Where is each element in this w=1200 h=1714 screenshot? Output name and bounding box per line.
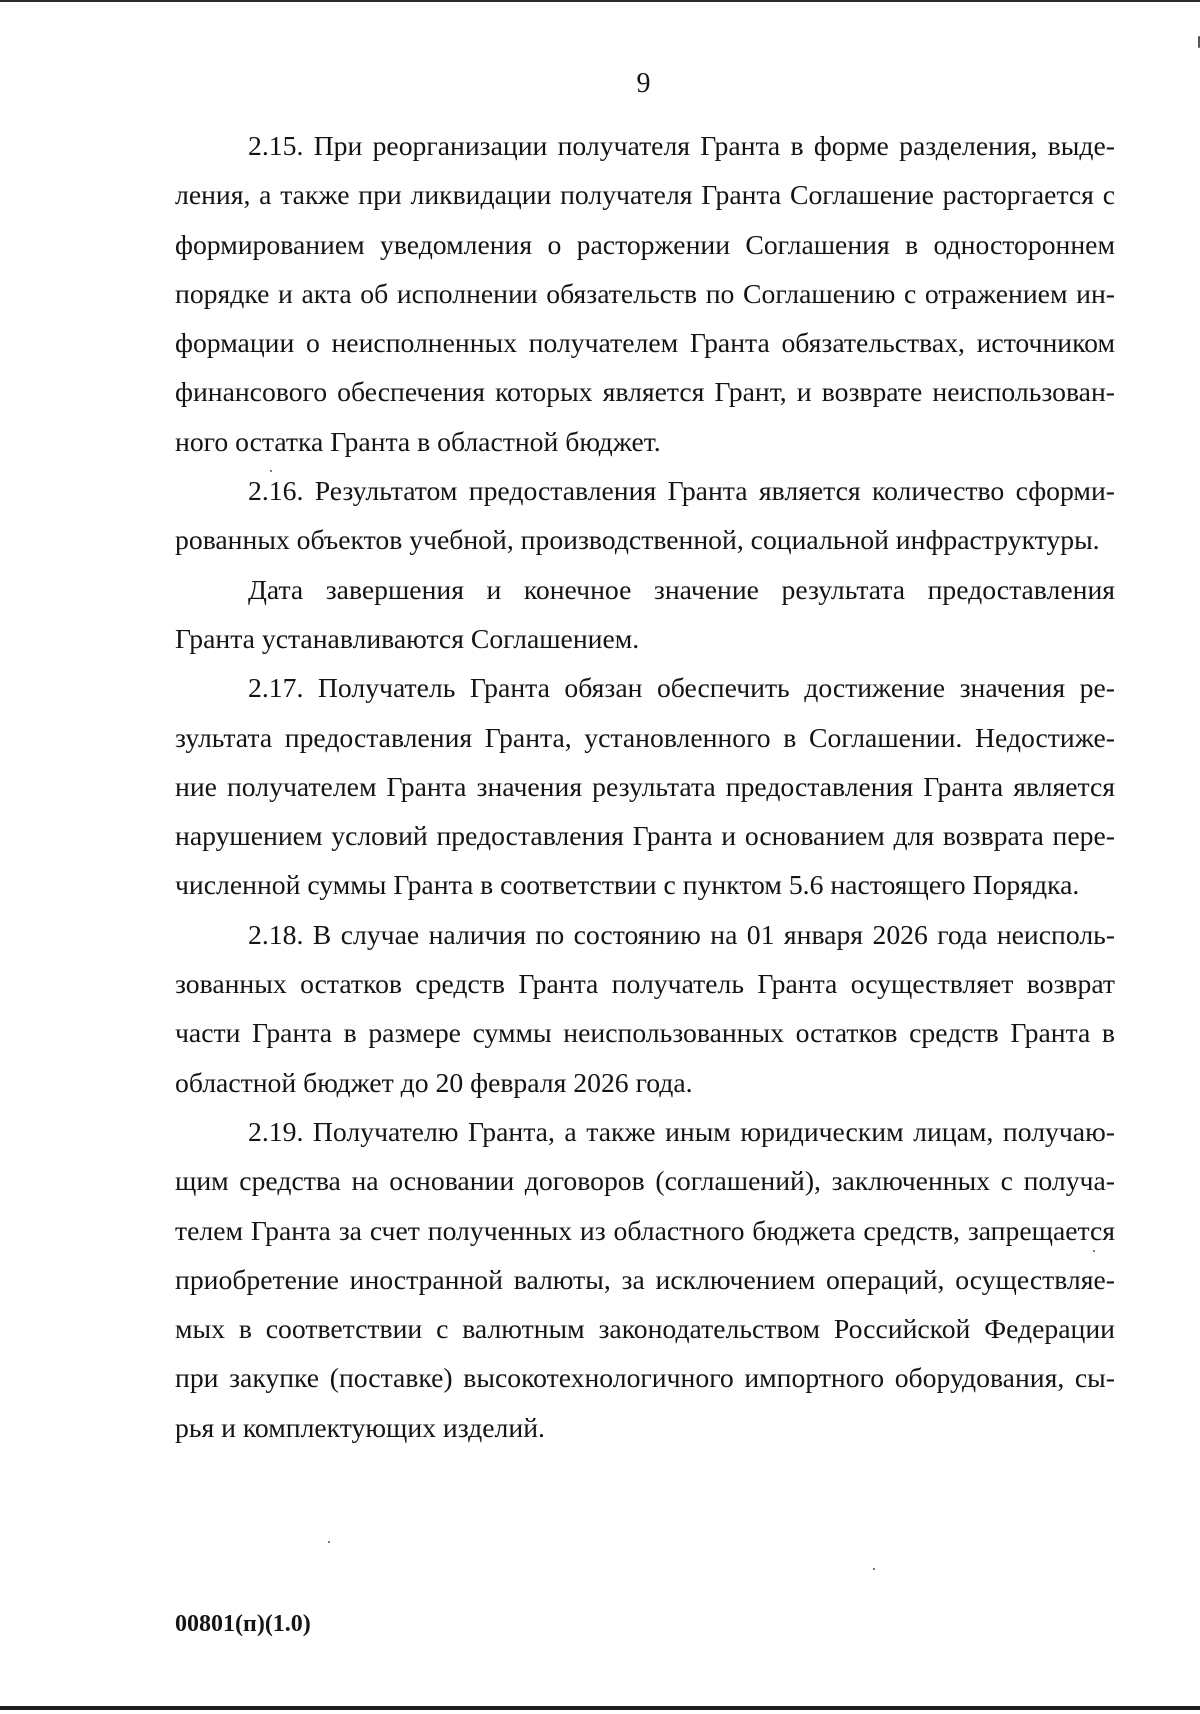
- paragraph-2-16-date: [175, 565, 1115, 664]
- text-line: 2.16. Результатом предоставления Гранта является количество сформи-: [248, 475, 1115, 507]
- text-line: приобретение иностранной валюты, за исключением операций, осуществляе-: [175, 1263, 1115, 1295]
- page-number: 9: [636, 68, 651, 99]
- text-line: зованных остатков средств Гранта получатель Гранта осуществляет возврат: [175, 968, 1115, 1000]
- text-line: нарушением условий предоставления Гранта и основанием для возврата пере-: [175, 820, 1115, 852]
- text-line: 2.15. При реорганизации получателя Гранта в форме разделения, выде-: [248, 130, 1115, 161]
- document-body: [175, 121, 1115, 1452]
- paragraph-2-19: [175, 1107, 1115, 1452]
- paragraph-2-15: [175, 121, 1115, 466]
- paragraph-2-16: [175, 466, 1115, 565]
- text-line: формированием уведомления о расторжении Соглашения в одностороннем: [175, 228, 1115, 260]
- scan-speck: [328, 1541, 330, 1543]
- paragraph-2-18: [175, 910, 1115, 1107]
- text-line: порядке и акта об исполнении обязательств по Соглашению с отражением ин-: [175, 277, 1115, 309]
- text-line: Дата завершения и конечное значение результата предоставления: [248, 573, 1115, 605]
- text-line: рованных объектов учебной, производственной, социальной инфраструктуры.: [175, 524, 1100, 556]
- text-line: финансового обеспечения которых является Грант, и возврате неиспользован-: [175, 376, 1115, 408]
- text-line: телем Гранта за счет полученных из областного бюджета средств, запрещается: [175, 1214, 1115, 1246]
- text-line: областной бюджет до 20 февраля 2026 года.: [175, 1066, 693, 1098]
- text-line: формации о неисполненных получателем Гранта обязательствах, источником: [175, 327, 1115, 359]
- text-line: щим средства на основании договоров (соглашений), заключенных с получа-: [175, 1165, 1115, 1197]
- text-line: зультата предоставления Гранта, установленного в Соглашении. Недостиже-: [175, 721, 1115, 753]
- text-line: рья и комплектующих изделий.: [175, 1411, 545, 1443]
- scan-speck: [270, 470, 272, 472]
- text-line: 2.19. Получателю Гранта, а также иным юридическим лицам, получаю-: [248, 1115, 1115, 1147]
- text-line: ного остатка Гранта в областной бюджет.: [175, 425, 661, 457]
- paragraph-2-17: [175, 663, 1115, 909]
- text-line: 2.18. В случае наличия по состоянию на 01 января 2026 года неисполь-: [248, 918, 1115, 950]
- scan-speck: [873, 1568, 875, 1570]
- text-line: мых в соответствии с валютным законодательством Российской Федерации: [175, 1313, 1115, 1345]
- scan-border-bottom: [0, 1706, 1200, 1710]
- text-line: при закупке (поставке) высокотехнологичного импортного оборудования, сы-: [175, 1362, 1115, 1394]
- text-line: части Гранта в размере суммы неиспользованных остатков средств Гранта в: [175, 1017, 1115, 1049]
- text-line: численной суммы Гранта в соответствии с пунктом 5.6 настоящего Порядка.: [175, 869, 1080, 901]
- text-line: ние получателем Гранта значения результата предоставления Гранта является: [175, 770, 1115, 802]
- scan-speck: [1093, 1250, 1095, 1252]
- scan-border-top: [0, 0, 1200, 2]
- text-line: ления, а также при ликвидации получателя Гранта Соглашение расторгается с: [175, 179, 1115, 211]
- text-line: Гранта устанавливаются Соглашением.: [175, 622, 640, 654]
- document-code: 00801(п)(1.0): [175, 1611, 311, 1637]
- text-line: 2.17. Получатель Гранта обязан обеспечить достижение значения ре-: [248, 672, 1115, 704]
